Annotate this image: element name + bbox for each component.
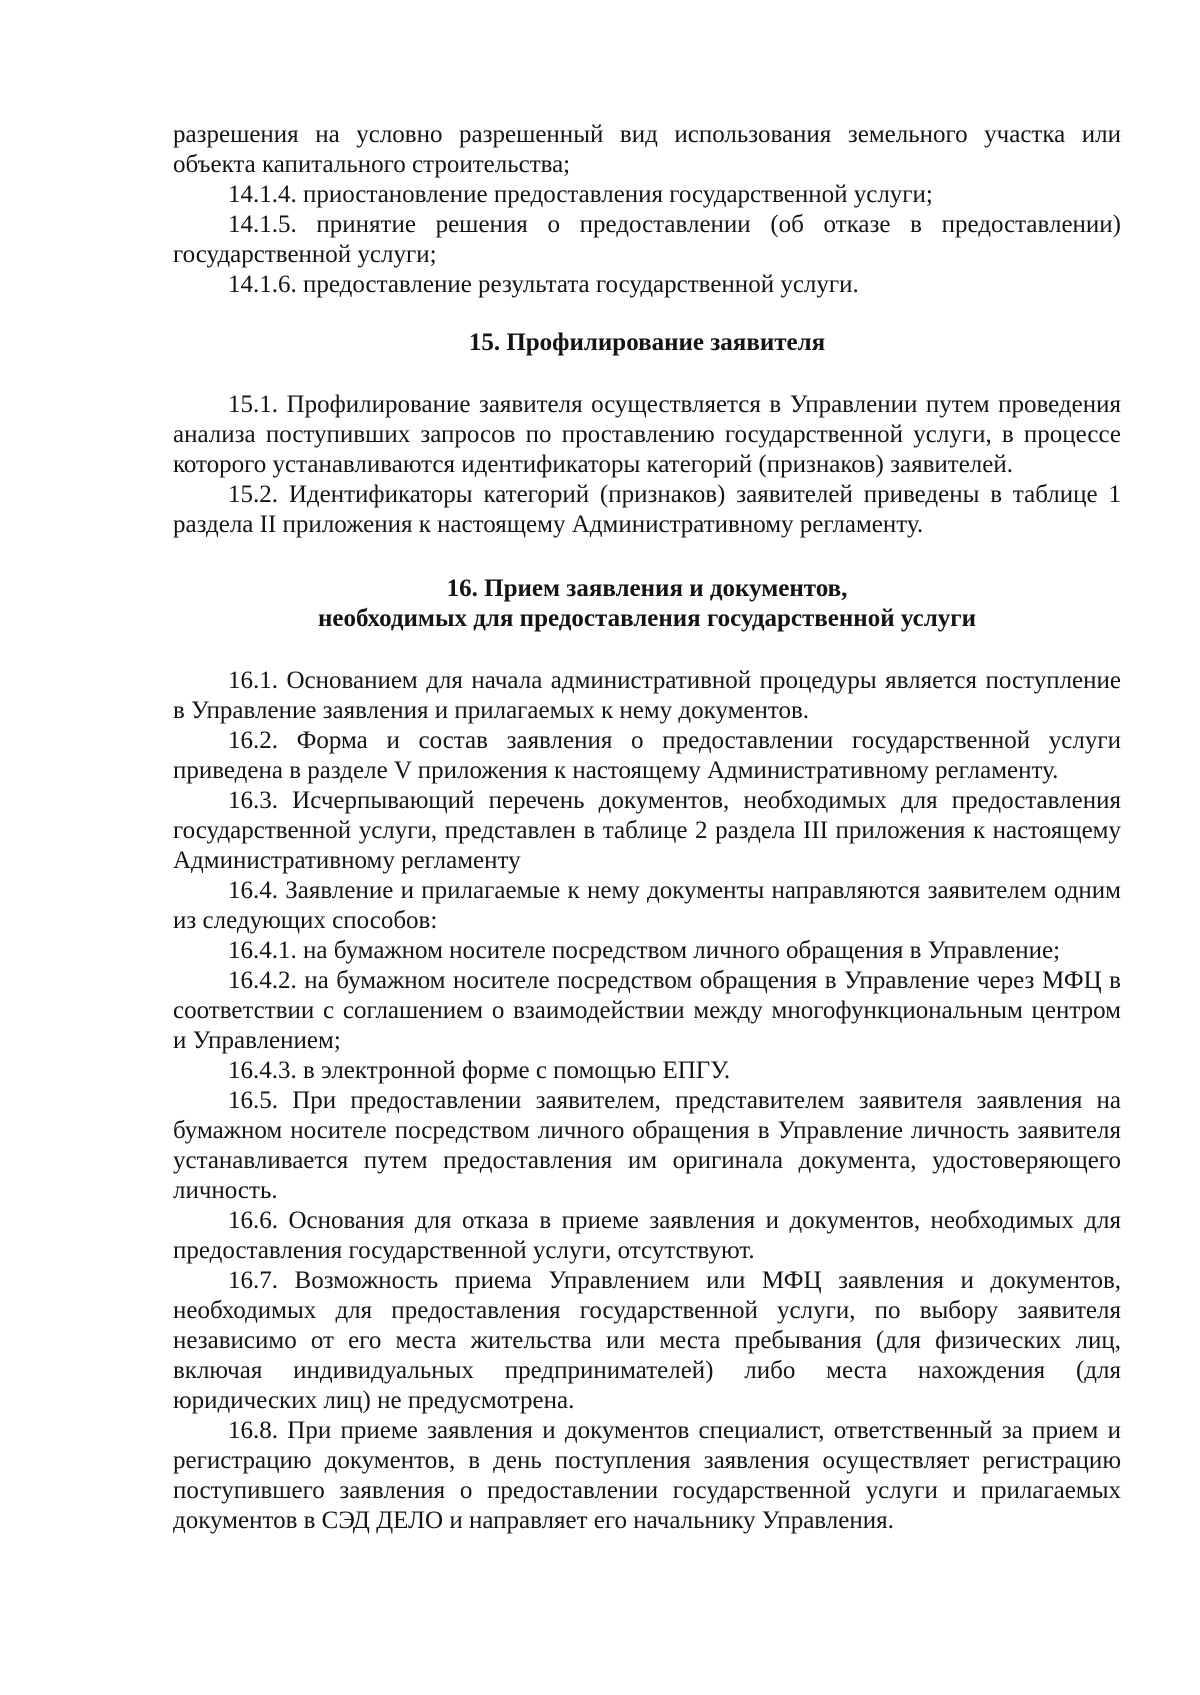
document-page <box>173 120 1121 1536</box>
paragraph-16-4-1: 16.4.1. на бумажном носителе посредством личного обращения в Управление; <box>228 937 1061 964</box>
paragraph-16-4: 16.4. Заявление и прилагаемые к нему документы направляются заявителем одним из следующих способов: <box>173 877 1121 934</box>
paragraph-16-6: 16.6. Основания для отказа в приеме заявления и документов, необходимых для предоставления государственной услуги, отсутствуют. <box>173 1207 1121 1264</box>
paragraph-16-4-2: 16.4.2. на бумажном носителе посредством обращения в Управление через МФЦ в соответствии с соглашением о взаимодействии между многофункциональным центром и Управлением; <box>173 967 1121 1054</box>
paragraph-14-1-6: 14.1.6. предоставление результата государственной услуги. <box>228 271 859 298</box>
paragraph-14-1-4: 14.1.4. приостановление предоставления государственной услуги; <box>228 181 933 208</box>
paragraph-continuation: разрешения на условно разрешенный вид использования земельного участка или объекта капитального строительства; <box>173 121 1121 178</box>
paragraph-16-2: 16.2. Форма и состав заявления о предоставлении государственной услуги приведена в разделе V приложения к настоящему Административному регламенту. <box>173 727 1121 784</box>
paragraph-14-1-5: 14.1.5. принятие решения о предоставлении (об отказе в предоставлении) государственной услуги; <box>173 211 1121 268</box>
paragraph-16-8: 16.8. При приеме заявления и документов специалист, ответственный за прием и регистрацию документов, в день поступления заявления осуществляет регистрацию поступившего заявления о предоставлении государственной услуги и прилагаемых документов в СЭД ДЕЛО и направляет его начальнику Управления. <box>173 1417 1121 1534</box>
paragraph-15-1: 15.1. Профилирование заявителя осуществляется в Управлении путем проведения анализа поступивших запросов по проставлению государственной услуги, в процессе которого устанавливаются идентификаторы категорий (признаков) заявителей. <box>173 391 1121 478</box>
section-16-heading-line2: необходимых для предоставления государственной услуги <box>318 605 976 632</box>
section-16-heading-line1: 16. Прием заявления и документов, <box>446 575 848 602</box>
section-16-heading <box>173 574 1121 634</box>
paragraph-15-2: 15.2. Идентификаторы категорий (признаков) заявителей приведены в таблице 1 раздела II приложения к настоящему Административному регламенту. <box>173 481 1121 538</box>
paragraph-16-7: 16.7. Возможность приема Управлением или МФЦ заявления и документов, необходимых для предоставления государственной услуги, по выбору заявителя независимо от его места жительства или места пребывания (для физических лиц, включая индивидуальных предпринимателей) либо места нахождения (для юридических лиц) не предусмотрена. <box>173 1267 1121 1414</box>
paragraph-16-5: 16.5. При предоставлении заявителем, представителем заявителя заявления на бумажном носителе посредством личного обращения в Управление личность заявителя устанавливается путем предоставления им оригинала документа, удостоверяющего личность. <box>173 1087 1121 1204</box>
section-15-heading: 15. Профилирование заявителя <box>468 329 826 356</box>
paragraph-16-4-3: 16.4.3. в электронной форме с помощью ЕПГУ. <box>228 1057 731 1084</box>
paragraph-16-1: 16.1. Основанием для начала административной процедуры является поступление в Управление заявления и прилагаемых к нему документов. <box>173 667 1121 724</box>
paragraph-16-3: 16.3. Исчерпывающий перечень документов, необходимых для предоставления государственной услуги, представлен в таблице 2 раздела III приложения к настоящему Административному регламенту <box>173 787 1121 874</box>
